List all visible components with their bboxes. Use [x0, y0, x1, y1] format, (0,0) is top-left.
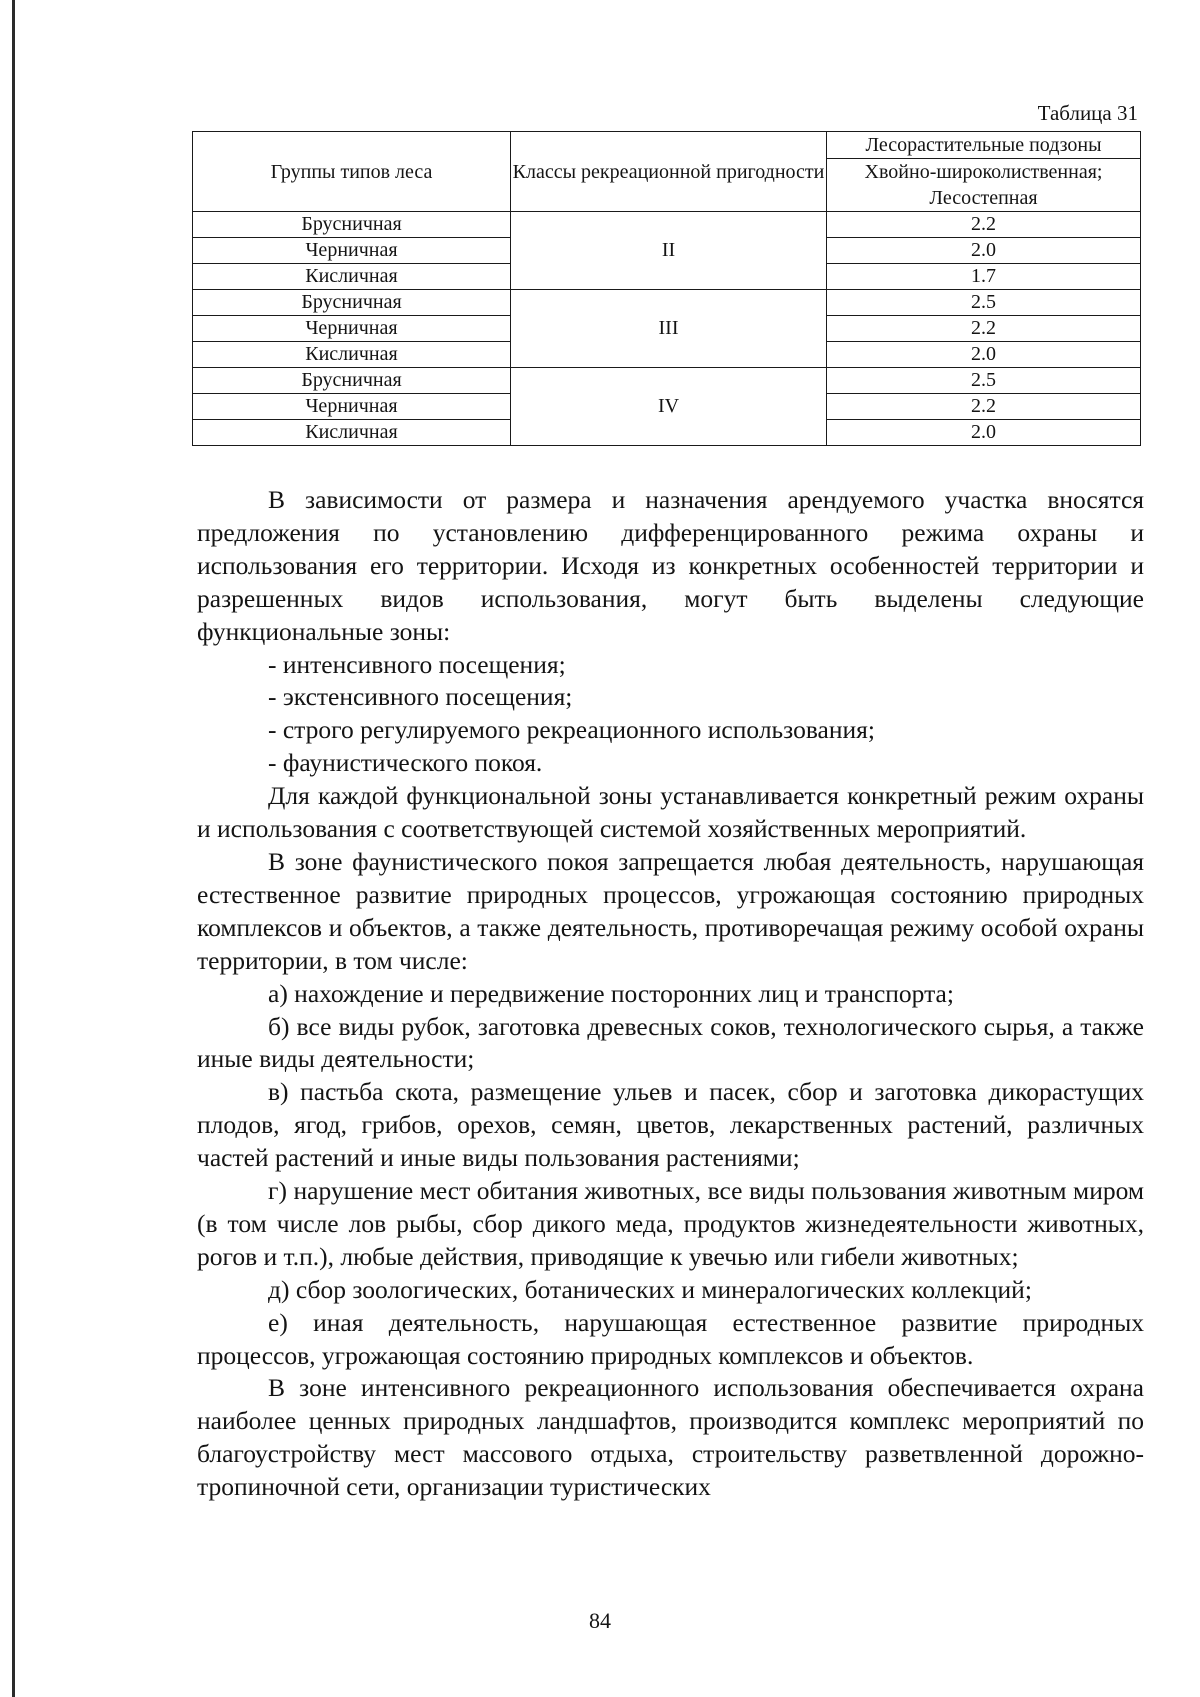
header-class: Классы рекреационной пригодности	[511, 132, 827, 212]
paragraph: е) иная деятельность, нарушающая естественное развитие природных процессов, угрожающая состоянию природных комплексов и объектов.	[197, 1307, 1144, 1370]
table-row	[193, 368, 1141, 394]
cell-group: Брусничная	[193, 212, 511, 238]
list-item: - интенсивного посещения;	[268, 649, 566, 679]
paragraph: д) сбор зоологических, ботанических и минералогических коллекций;	[268, 1274, 1032, 1304]
table-row	[193, 212, 1141, 238]
cell-group: Кисличная	[193, 342, 511, 368]
header-subzones: Лесорастительные подзоны	[827, 132, 1141, 159]
cell-value: 1.7	[827, 264, 1141, 290]
cell-group: Кисличная	[193, 264, 511, 290]
paragraph: г) нарушение мест обитания животных, все виды пользования животным миром (в том числе лов рыбы, сбор дикого меда, продуктов жизнедеятельности животных, рогов и т.п.), любые действия, приводящие к увечью или гибели животных;	[197, 1176, 1144, 1271]
cell-group: Кисличная	[193, 420, 511, 446]
cell-value: 2.2	[827, 394, 1141, 420]
cell-class: II	[511, 212, 827, 290]
cell-value: 2.0	[827, 238, 1141, 264]
paragraph: в) пастьба скота, размещение ульев и пасек, сбор и заготовка дикорастущих плодов, ягод, грибов, орехов, семян, цветов, лекарственных растений, различных частей растений и иные виды пользования растениями;	[197, 1077, 1144, 1173]
list-item: - экстенсивного посещения;	[268, 682, 573, 712]
cell-group: Брусничная	[193, 368, 511, 394]
paragraph: б) все виды рубок, заготовка древесных соков, технологического сырья, а также иные виды деятельности;	[197, 1011, 1144, 1074]
cell-value: 2.5	[827, 368, 1141, 394]
paragraph: а) нахождение и передвижение посторонних лиц и транспорта;	[268, 978, 954, 1008]
cell-value: 2.2	[827, 316, 1141, 342]
table-row	[193, 290, 1141, 316]
paragraph: В зоне фаунистического покоя запрещается любая деятельность, нарушающая естественное развитие природных процессов, угрожающая состоянию природных комплексов и объектов, а также деятельность, противоречащая режиму особой охраны территории, в том числе:	[197, 846, 1144, 975]
paragraph: В зоне интенсивного рекреационного использования обеспечивается охрана наиболее ценных природных ландшафтов, производится комплекс мероприятий по благоустройству мест массового отдыха, строительству разветвленной дорожно-тропиночной сети, организации туристических	[197, 1373, 1144, 1502]
scan-edge-line	[12, 0, 15, 1697]
paragraph: Для каждой функциональной зоны устанавливается конкретный режим охраны и использования с соответствующей системой хозяйственных мероприятий.	[197, 781, 1144, 844]
paragraph: В зависимости от размера и назначения арендуемого участка вносятся предложения по установлению дифференцированного режима охраны и использования его территории. Исходя из конкретных особенностей территории и разрешенных видов использования, могут быть выделены следующие функциональные зоны:	[197, 485, 1144, 646]
page-number: 84	[589, 1608, 611, 1633]
header-group: Группы типов леса	[193, 132, 511, 212]
cell-class: III	[511, 290, 827, 368]
forest-recreation-table	[192, 131, 1141, 446]
cell-group: Черничная	[193, 394, 511, 420]
cell-value: 2.2	[827, 212, 1141, 238]
table-caption: Таблица 31	[1037, 101, 1138, 125]
cell-class: IV	[511, 368, 827, 446]
body-text	[197, 484, 1144, 1504]
cell-value: 2.0	[827, 420, 1141, 446]
cell-value: 2.0	[827, 342, 1141, 368]
cell-group: Черничная	[193, 238, 511, 264]
list-item: - строго регулируемого рекреационного использования;	[268, 715, 875, 745]
list-item: - фаунистического покоя.	[268, 748, 543, 778]
cell-group: Черничная	[193, 316, 511, 342]
cell-group: Брусничная	[193, 290, 511, 316]
cell-value: 2.5	[827, 290, 1141, 316]
header-subzone: Хвойно-широколиственная; Лесостепная	[827, 159, 1141, 212]
